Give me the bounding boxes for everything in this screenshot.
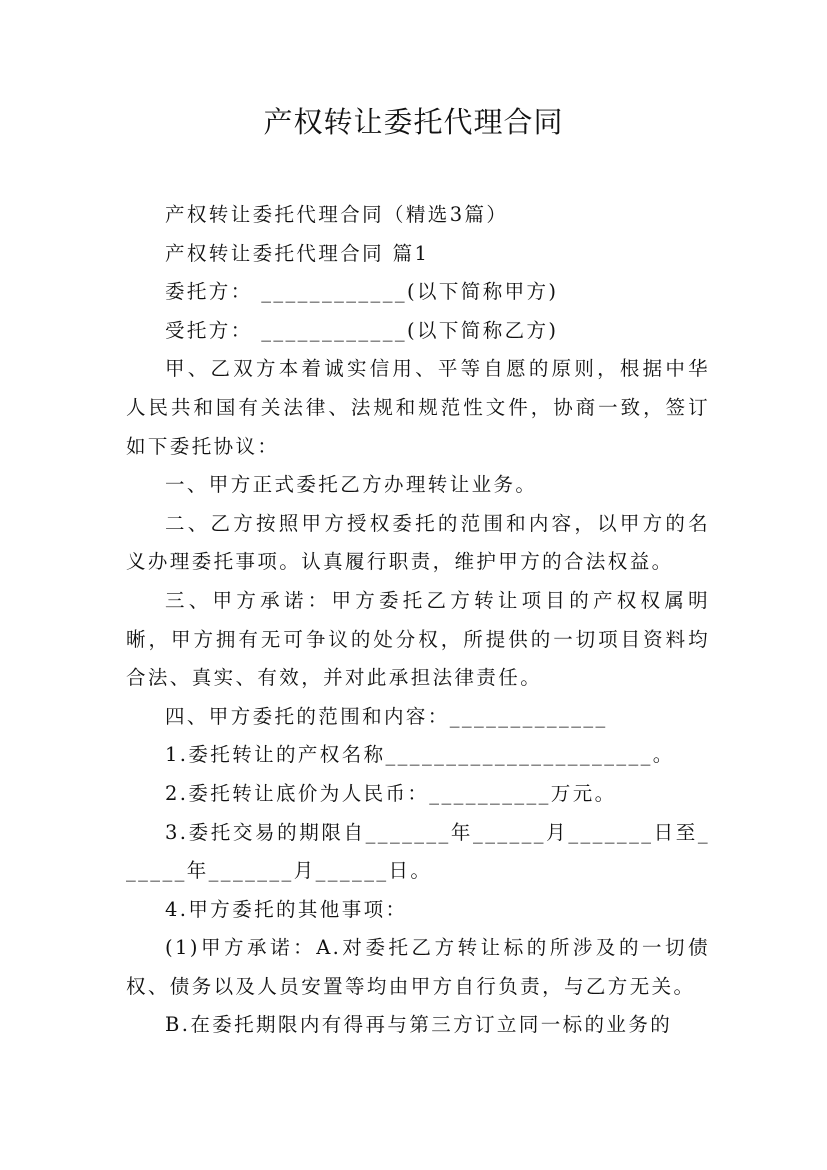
paragraph-preamble: 甲、乙双方本着诚实信用、平等自愿的原则，根据中华人民共和国有关法律、法规和规范性文件，协商一致，签订如下委托协议： — [126, 357, 710, 458]
paragraph-item-4-b: B.在委托期限内有得再与第三方订立同一标的业务的 — [165, 1013, 673, 1037]
paragraph-principal: 委托方： ____________(以下简称甲方) — [165, 280, 559, 304]
paragraph-subtitle: 产权转让委托代理合同（精选3篇） — [165, 203, 509, 226]
document-body — [126, 196, 710, 1045]
paragraph-clause-3: 三、甲方承诺：甲方委托乙方转让项目的产权权属明晰，甲方拥有无可争议的处分权，所提供的一切项目资料均合法、真实、有效，并对此承担法律责任。 — [126, 588, 710, 690]
paragraph-item-4: 4.甲方委托的其他事项： — [165, 897, 408, 921]
document-title: 产权转让委托代理合同 — [263, 105, 564, 139]
paragraph-item-2: 2.委托转让底价为人民币：__________万元。 — [165, 781, 617, 805]
paragraph-item-1: 1.委托转让的产权名称______________________。 — [165, 743, 675, 767]
paragraph-item-3: 3.委托交易的期限自_______年______月_______日至______年_______月______日。 — [126, 820, 710, 883]
paragraph-clause-4: 四、甲方委托的范围和内容：_____________ — [165, 704, 608, 728]
paragraph-clause-2: 二、乙方按照甲方授权委托的范围和内容，以甲方的名义办理委托事项。认真履行职责，维护甲方的合法权益。 — [126, 511, 710, 574]
paragraph-agent: 受托方： ____________(以下简称乙方) — [165, 318, 559, 342]
paragraph-section-heading: 产权转让委托代理合同 篇1 — [165, 241, 430, 265]
paragraph-item-4-1: (1)甲方承诺：A.对委托乙方转让标的所涉及的一切债权、债务以及人员安置等均由甲方自行负责，与乙方无关。 — [126, 936, 710, 998]
paragraph-clause-1: 一、甲方正式委托乙方办理转让业务。 — [165, 473, 538, 497]
